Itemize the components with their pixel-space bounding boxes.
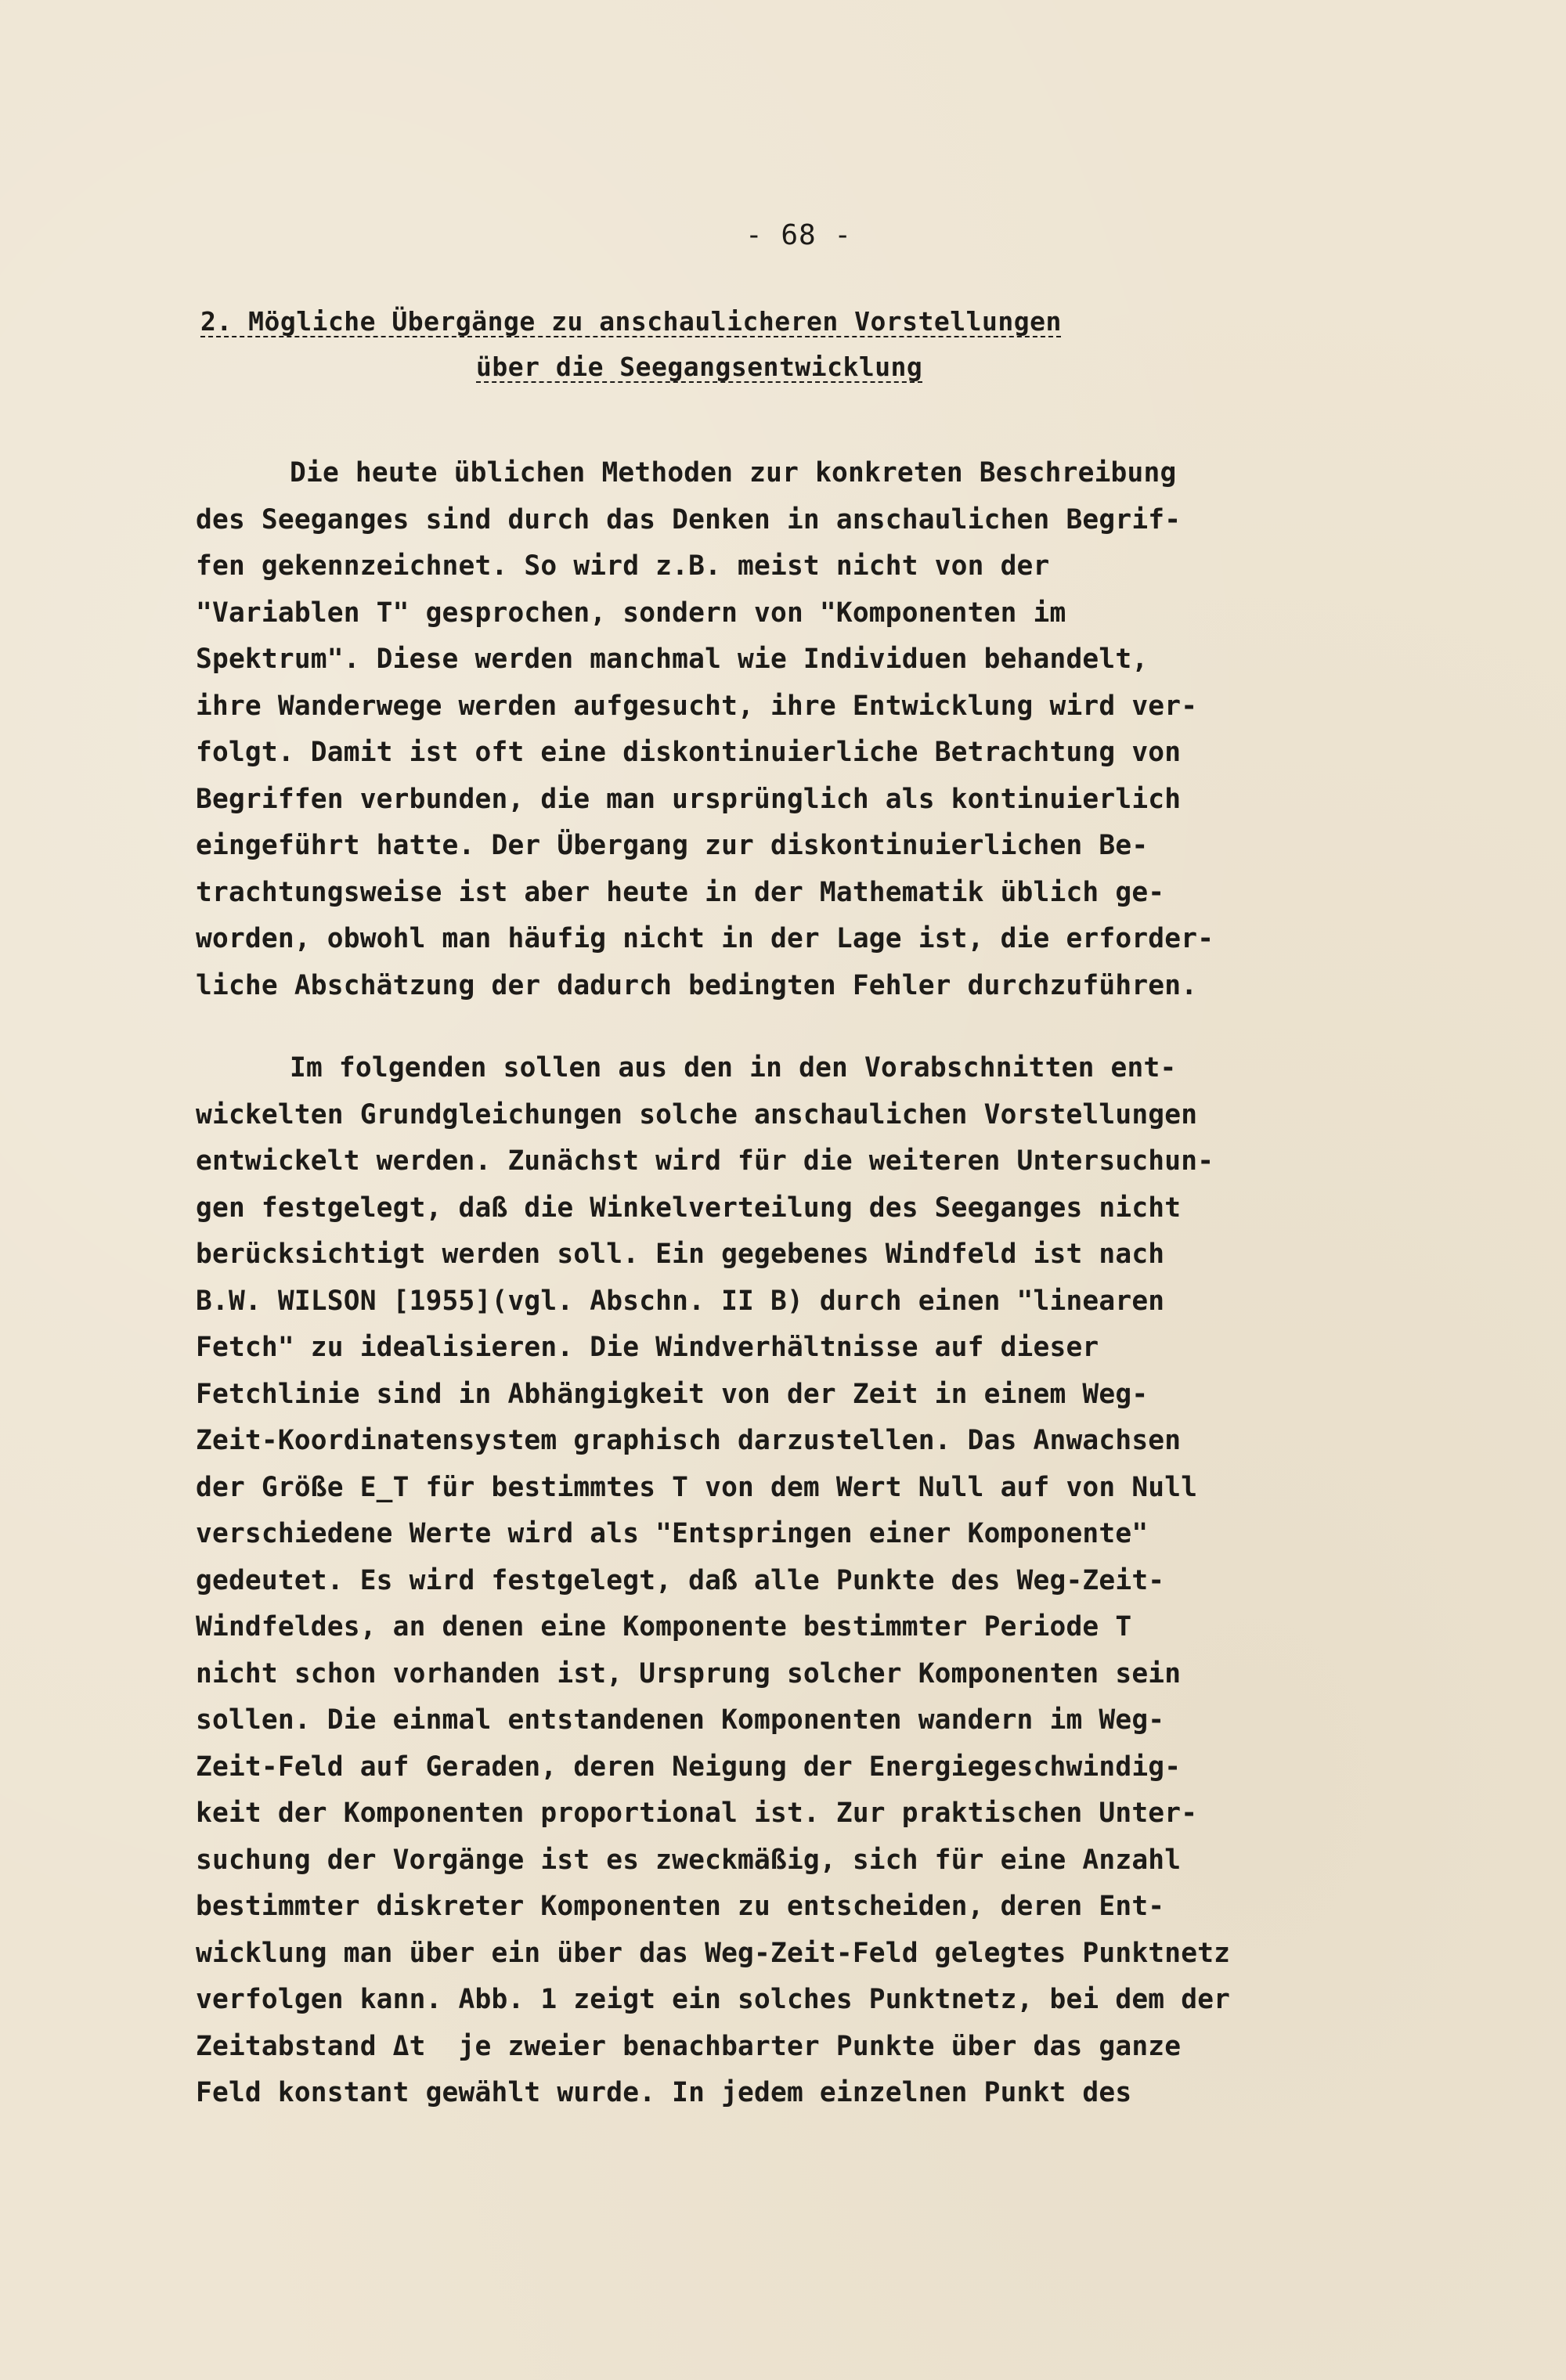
paragraph-line: gedeutet. Es wird festgelegt, daß alle Punkte des Weg-Zeit-	[196, 1564, 1165, 1596]
paragraph-1	[196, 450, 1214, 1009]
paragraph-line: Feld konstant gewählt wurde. In jedem einzelnen Punkt des	[196, 2077, 1132, 2108]
paragraph-line: liche Abschätzung der dadurch bedingten Fehler durchzuführen.	[196, 969, 1198, 1001]
paragraph-line: keit der Komponenten proportional ist. Zur praktischen Unter-	[196, 1798, 1198, 1829]
paragraph-line: verfolgen kann. Abb. 1 zeigt ein solches Punktnetz, bei dem der	[196, 1984, 1231, 2015]
paragraph-line: fen gekennzeichnet. So wird z.B. meist nicht von der	[196, 550, 1050, 582]
paragraph-line: eingeführt hatte. Der Übergang zur diskontinuierlichen Be-	[196, 830, 1149, 861]
paragraph-line: Begriffen verbunden, die man ursprünglich als kontinuierlich	[196, 783, 1182, 815]
paragraph-line: Zeit-Feld auf Geraden, deren Neigung der Energiegeschwindig-	[196, 1751, 1182, 1783]
paragraph-line: entwickelt werden. Zunächst wird für die weiteren Untersuchun-	[196, 1145, 1214, 1177]
paragraph-line: Spektrum". Diese werden manchmal wie Individuen behandelt,	[196, 644, 1149, 675]
paragraph-line: nicht schon vorhanden ist, Ursprung solcher Komponenten sein	[196, 1657, 1182, 1689]
paragraph-line: wicklung man über ein über das Weg-Zeit-Feld gelegtes Punktnetz	[196, 1937, 1231, 1969]
section-heading	[200, 299, 1062, 390]
paragraph-2	[196, 1045, 1230, 2117]
paragraph-line: verschiedene Werte wird als "Entspringen einer Komponente"	[196, 1518, 1149, 1549]
paragraph-line: Zeitabstand Δt je zweier benachbarter Punkte über das ganze	[196, 2030, 1182, 2062]
paragraph-line: suchung der Vorgänge ist es zweckmäßig, sich für eine Anzahl	[196, 1844, 1182, 1876]
paragraph-line: Windfeldes, an denen eine Komponente bestimmter Periode T	[196, 1611, 1132, 1643]
paragraph-line: Die heute üblichen Methoden zur konkreten Beschreibung	[290, 457, 1177, 489]
paragraph-line: B.W. WILSON [1955](vgl. Abschn. II B) durch einen "linearen	[196, 1285, 1165, 1317]
paragraph-line: Zeit-Koordinatensystem graphisch darzustellen. Das Anwachsen	[196, 1425, 1182, 1456]
page-number: - 68 -	[745, 219, 853, 251]
section-heading-line-2: über die Seegangsentwicklung	[476, 352, 923, 382]
paragraph-line: sollen. Die einmal entstandenen Komponenten wandern im Weg-	[196, 1704, 1165, 1736]
paragraph-line: bestimmter diskreter Komponenten zu entscheiden, deren Ent-	[196, 1891, 1165, 1922]
paragraph-line: "Variablen T" gesprochen, sondern von "Komponenten im	[196, 597, 1066, 629]
paragraph-line: der Größe E_T für bestimmtes T von dem Wert Null auf von Null	[196, 1471, 1198, 1503]
paragraph-line: wickelten Grundgleichungen solche anschaulichen Vorstellungen	[196, 1098, 1198, 1130]
paragraph-line: gen festgelegt, daß die Winkelverteilung des Seeganges nicht	[196, 1192, 1182, 1224]
paragraph-line: ihre Wanderwege werden aufgesucht, ihre Entwicklung wird ver-	[196, 690, 1198, 722]
paragraph-line: Fetchlinie sind in Abhängigkeit von der Zeit in einem Weg-	[196, 1378, 1149, 1410]
paragraph-line: des Seeganges sind durch das Denken in anschaulichen Begrif-	[196, 503, 1182, 536]
paragraph-line: folgt. Damit ist oft eine diskontinuierliche Betrachtung von	[196, 737, 1182, 768]
paragraph-line: Fetch" zu idealisieren. Die Windverhältnisse auf dieser	[196, 1332, 1099, 1363]
section-heading-line-1: 2. Mögliche Übergänge zu anschaulicheren Vorstellungen	[200, 306, 1062, 337]
paragraph-line: trachtungsweise ist aber heute in der Mathematik üblich ge-	[196, 876, 1165, 908]
paragraph-line: berücksichtigt werden soll. Ein gegebenes Windfeld ist nach	[196, 1239, 1165, 1270]
paragraph-line: worden, obwohl man häufig nicht in der Lage ist, die erforder-	[196, 923, 1214, 954]
paragraph-line: Im folgenden sollen aus den in den Vorabschnitten ent-	[290, 1052, 1177, 1084]
